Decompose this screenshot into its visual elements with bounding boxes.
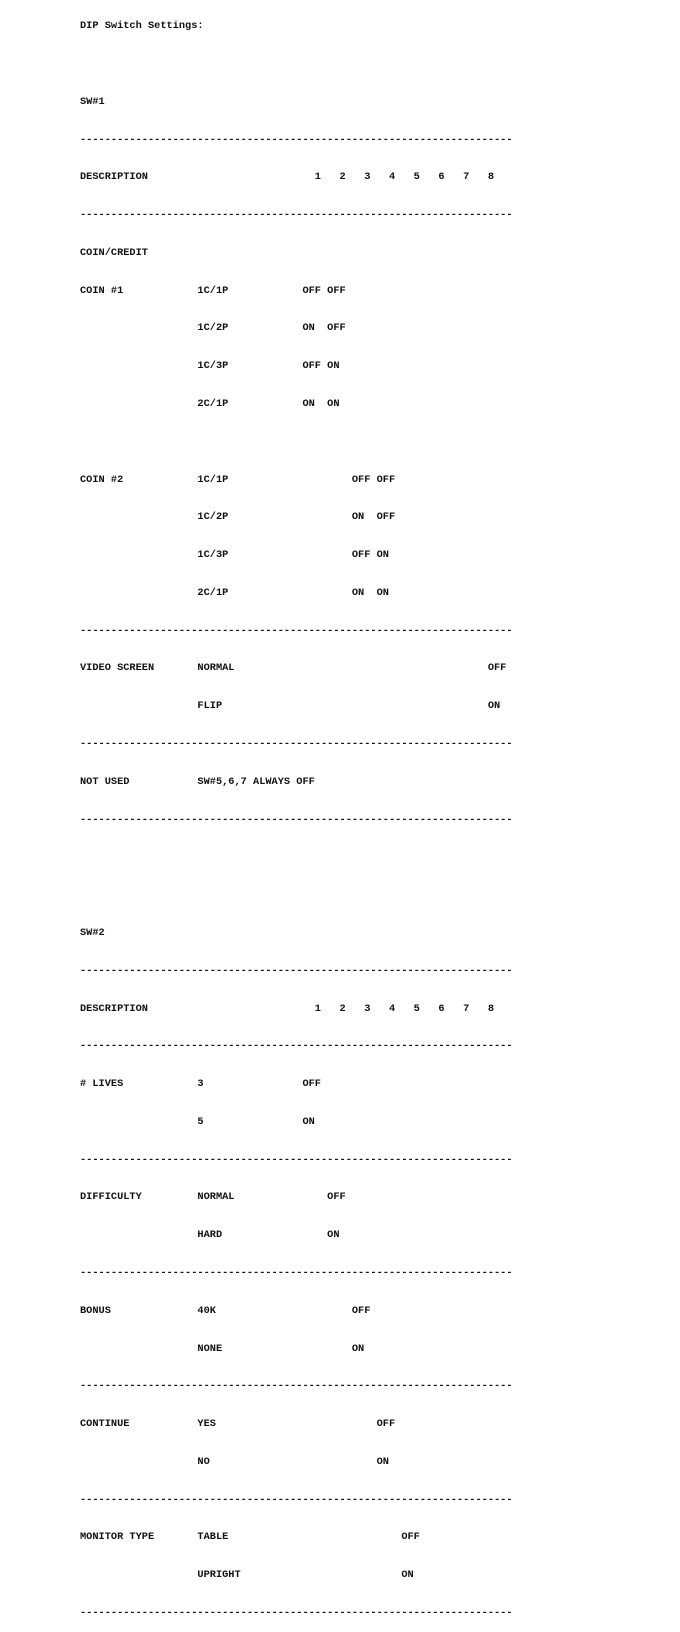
video-screen-row: FLIP ON (80, 700, 501, 713)
sw2-header-row: DESCRIPTION 1 2 3 4 5 6 7 8 (80, 1002, 495, 1015)
coin2-row: 1C/3P OFF ON (80, 549, 389, 562)
continue-row: NO ON (80, 1455, 389, 1468)
divider: ---------------------------------------------------------------------- (80, 1153, 513, 1166)
continue-row: CONTINUE YES OFF (80, 1418, 396, 1431)
difficulty-row: DIFFICULTY NORMAL OFF (80, 1191, 346, 1204)
lives-row: 5 ON (80, 1115, 315, 1128)
bonus-row: NONE ON (80, 1342, 365, 1355)
not-used-row: NOT USED SW#5,6,7 ALWAYS OFF (80, 775, 315, 788)
divider: ---------------------------------------------------------------------- (80, 624, 513, 637)
divider: ---------------------------------------------------------------------- (80, 1493, 513, 1506)
blank-line (80, 889, 680, 902)
blank-line (80, 58, 680, 71)
coin1-row: 2C/1P ON ON (80, 398, 340, 410)
sw2-heading: SW#2 (80, 926, 105, 939)
divider: ---------------------------------------------------------------------- (80, 1380, 513, 1393)
coin2-row: COIN #2 1C/1P OFF OFF (80, 473, 396, 486)
divider: ---------------------------------------------------------------------- (80, 209, 513, 222)
divider: ---------------------------------------------------------------------- (80, 1607, 513, 1619)
coin1-row: 1C/3P OFF ON (80, 360, 340, 373)
difficulty-row: HARD ON (80, 1229, 340, 1242)
divider: ---------------------------------------------------------------------- (80, 964, 513, 977)
coin1-row: COIN #1 1C/1P OFF OFF (80, 284, 346, 297)
video-screen-row: VIDEO SCREEN NORMAL OFF (80, 662, 507, 675)
lives-row: # LIVES 3 OFF (80, 1078, 321, 1091)
divider: ---------------------------------------------------------------------- (80, 1266, 513, 1279)
sw1-heading: SW#1 (80, 95, 105, 108)
divider: ---------------------------------------------------------------------- (80, 738, 513, 751)
doc-title: DIP Switch Settings: (80, 20, 204, 33)
sw1-header-row: DESCRIPTION 1 2 3 4 5 6 7 8 (80, 171, 495, 184)
coin2-row: 1C/2P ON OFF (80, 511, 396, 524)
coin-credit-label: COIN/CREDIT (80, 246, 148, 259)
divider: ---------------------------------------------------------------------- (80, 813, 513, 826)
coin2-row: 2C/1P ON ON (80, 586, 389, 599)
monitor-type-row: MONITOR TYPE TABLE OFF (80, 1531, 420, 1544)
blank-line (80, 436, 680, 449)
divider: ---------------------------------------------------------------------- (80, 133, 513, 146)
bonus-row: BONUS 40K OFF (80, 1304, 371, 1317)
blank-line (80, 851, 680, 864)
monitor-type-row: UPRIGHT ON (80, 1569, 414, 1582)
divider: ---------------------------------------------------------------------- (80, 1040, 513, 1053)
coin1-row: 1C/2P ON OFF (80, 322, 346, 335)
